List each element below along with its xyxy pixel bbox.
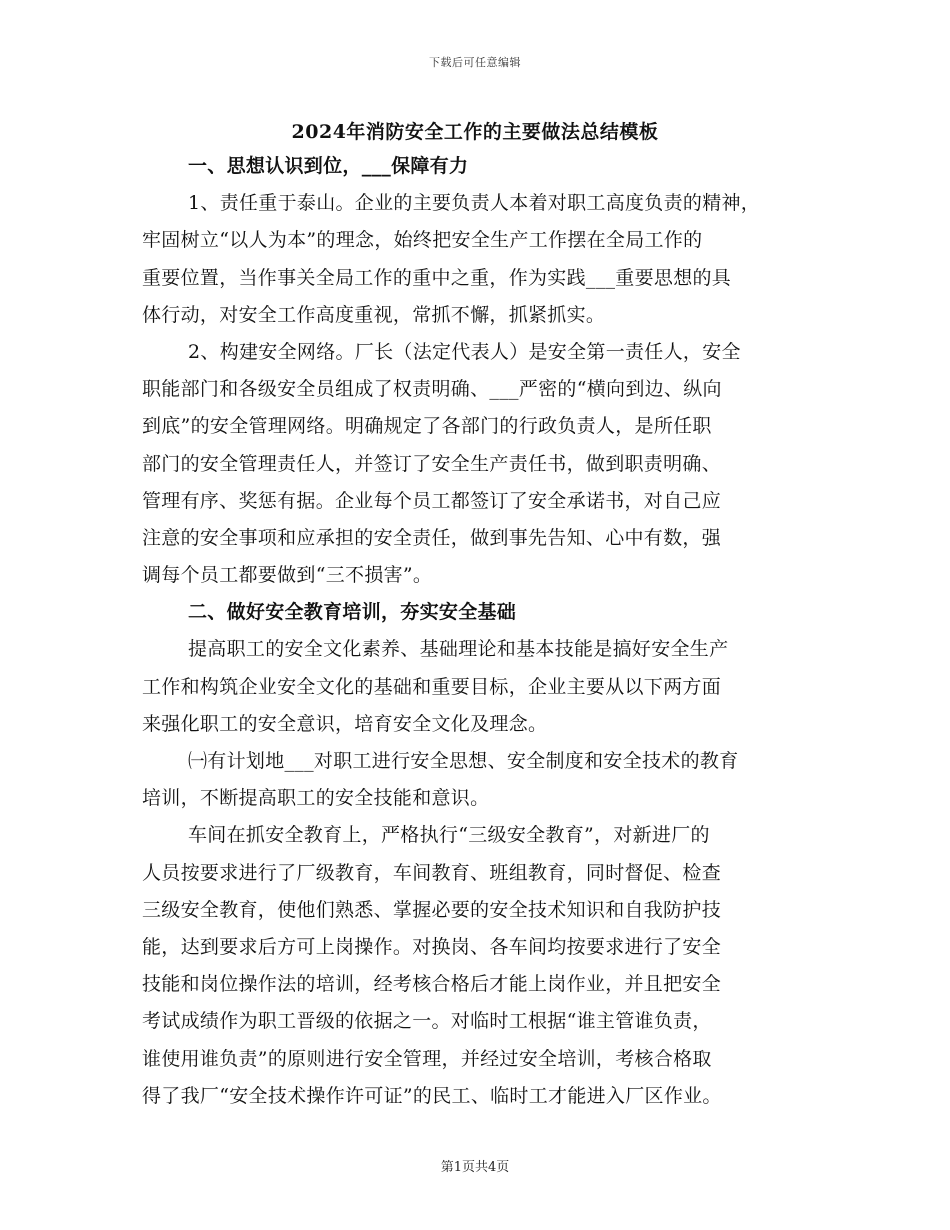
- paragraph-line: 技能和岗位操作法的培训，经考核合格后才能上岗作业，并且把安全: [142, 973, 722, 996]
- paragraph-line: 人员按要求进行了厂级教育，车间教育、班组教育，同时督促、检查: [142, 861, 722, 884]
- paragraph-line: 2、构建安全网络。厂长（法定代表人）是安全第一责任人，安全: [188, 340, 741, 363]
- paragraph-line: 提高职工的安全文化素养、基础理论和基本技能是搞好安全生产: [188, 638, 729, 661]
- paragraph-line: 注意的安全事项和应承担的安全责任，做到事先告知、心中有数，强: [142, 526, 722, 549]
- paragraph-line: 管理有序、奖惩有据。企业每个员工都签订了安全承诺书，对自己应: [142, 489, 722, 512]
- paragraph-line: 到底”的安全管理网络。明确规定了各部门的行政负责人，是所任职: [142, 415, 712, 438]
- document-title: 2024年消防安全工作的主要做法总结模板: [291, 121, 659, 143]
- section-heading: 二、做好安全教育培训，夯实安全基础: [188, 601, 517, 624]
- page-number: 第1页共4页: [440, 1160, 510, 1175]
- paragraph-line: 车间在抓安全教育上，严格执行“三级安全教育”，对新进厂的: [188, 824, 710, 847]
- paragraph-line: 得了我厂“安全技术操作许可证”的民工、临时工才能进入厂区作业。: [142, 1084, 722, 1107]
- paragraph-line: 谁使用谁负责”的原则进行安全管理，并经过安全培训，考核合格取: [142, 1047, 712, 1070]
- paragraph-line: ㈠有计划地___对职工进行安全思想、安全制度和安全技术的教育: [188, 750, 739, 772]
- paragraph-line: 牢固树立“以人为本”的理念，始终把安全生产工作摆在全局工作的: [142, 229, 703, 252]
- paragraph-line: 考试成绩作为职工晋级的依据之一。对临时工根据“谁主管谁负责，: [142, 1010, 712, 1033]
- paragraph-line: 三级安全教育，使他们熟悉、掌握必要的安全技术知识和自我防护技: [142, 898, 722, 921]
- paragraph-line: 来强化职工的安全意识，培育安全文化及理念。: [142, 712, 548, 735]
- paragraph-line: 工作和构筑企业安全文化的基础和重要目标，企业主要从以下两方面: [142, 675, 722, 698]
- paragraph-line: 能，达到要求后方可上岗操作。对换岗、各车间均按要求进行了安全: [142, 935, 722, 958]
- paragraph-line: 1、责任重于泰山。企业的主要负责人本着对职工高度负责的精神，: [188, 192, 761, 215]
- paragraph-line: 培训，不断提高职工的安全技能和意识。: [142, 787, 490, 810]
- paragraph-line: 体行动，对安全工作高度重视，常抓不懈，抓紧抓实。: [142, 303, 606, 326]
- paragraph-line: 部门的安全管理责任人，并签订了安全生产责任书，做到职责明确、: [142, 452, 722, 475]
- page-header-note: 下载后可任意编辑: [429, 56, 521, 69]
- document-body: [142, 148, 822, 1115]
- paragraph-line: 重要位置，当作事关全局工作的重中之重，作为实践___重要思想的具: [142, 266, 732, 289]
- paragraph-line: 职能部门和各级安全员组成了权责明确、___严密的“横向到边、纵向: [142, 378, 722, 401]
- section-heading: 一、思想认识到位，___保障有力: [188, 155, 469, 177]
- paragraph-line: 调每个员工都要做到“三不损害”。: [142, 564, 433, 587]
